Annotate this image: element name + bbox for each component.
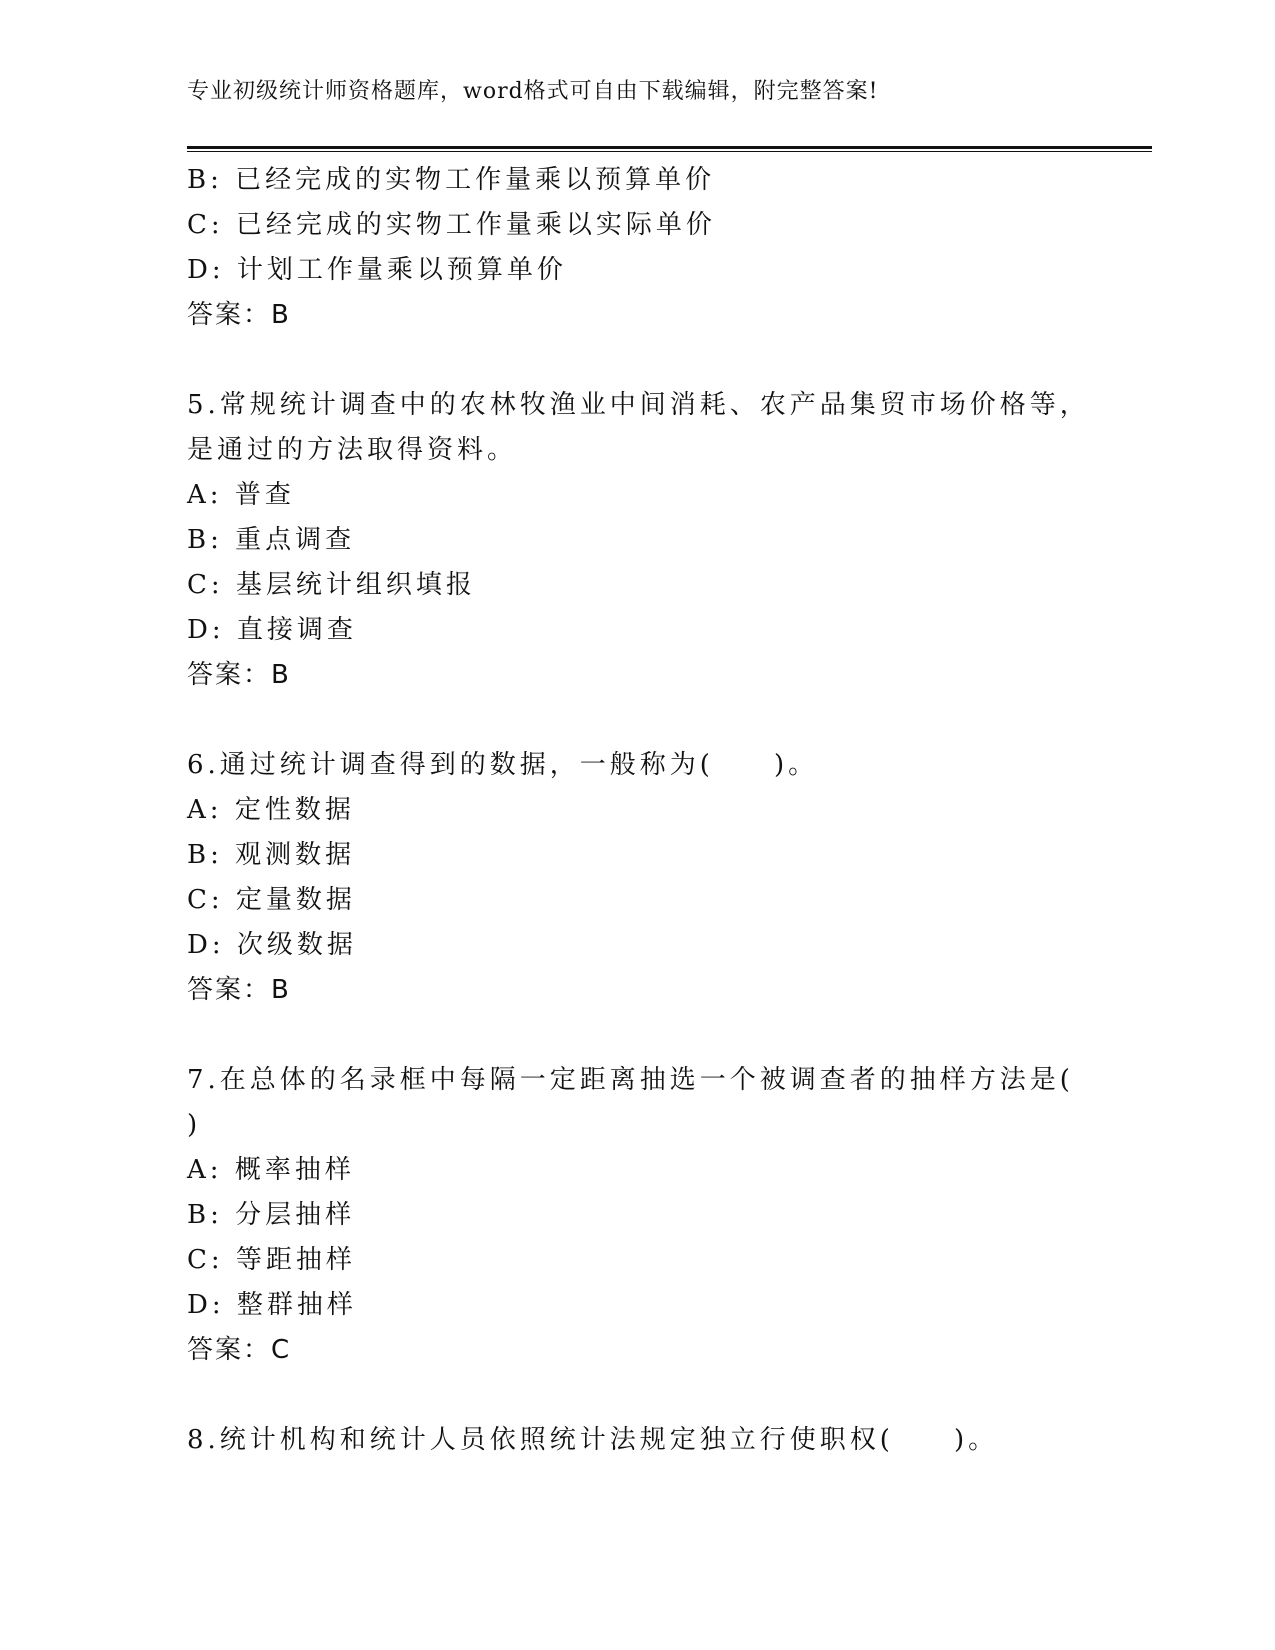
question-stem: 5.常规统计调查中的农林牧渔业中间消耗、农产品集贸市场价格等， <box>187 390 1090 420</box>
option-text: 整群抽样 <box>236 1290 357 1320</box>
question-7 <box>187 1058 1087 1373</box>
carryover-options <box>187 158 1087 338</box>
question-stem-continued: 是通过的方法取得资料。 <box>187 435 518 465</box>
option-a <box>187 473 1087 518</box>
option-text: 普查 <box>234 480 295 510</box>
option-label: A: <box>187 795 223 825</box>
option-d <box>187 923 1087 968</box>
question-8 <box>187 1418 1087 1463</box>
header-divider-thick <box>187 146 1152 149</box>
answer-line: 答案：B <box>187 300 291 330</box>
answer-line: 答案：C <box>187 1335 292 1365</box>
question-stem: 6.通过统计调查得到的数据，一般称为( )。 <box>187 750 819 780</box>
question-content <box>187 158 1090 1463</box>
option-c <box>187 203 1087 248</box>
option-text: 定量数据 <box>235 885 356 915</box>
option-text: 已经完成的实物工作量乘以实际单价 <box>235 210 716 240</box>
option-b <box>187 833 1087 878</box>
page-header: 专业初级统计师资格题库，word格式可自由下载编辑，附完整答案! <box>187 79 879 104</box>
option-label: C: <box>187 210 224 240</box>
option-label: B: <box>187 165 223 195</box>
option-label: A: <box>187 480 223 510</box>
header-divider-thin <box>187 151 1152 152</box>
answer-line: 答案：B <box>187 660 291 690</box>
option-text: 观测数据 <box>235 840 356 870</box>
option-label: D: <box>187 255 225 285</box>
option-label: D: <box>187 615 225 645</box>
question-stem: 8.统计机构和统计人员依照统计法规定独立行使职权( )。 <box>187 1425 999 1455</box>
option-label: C: <box>187 1245 224 1275</box>
option-text: 基层统计组织填报 <box>235 570 476 600</box>
option-label: B: <box>187 840 223 870</box>
option-b <box>187 158 1087 203</box>
question-stem-continued: ) <box>187 1110 202 1140</box>
option-c <box>187 878 1087 923</box>
option-label: C: <box>187 570 224 600</box>
option-d <box>187 1283 1087 1328</box>
option-a <box>187 1148 1087 1193</box>
question-stem: 7.在总体的名录框中每隔一定距离抽选一个被调查者的抽样方法是( <box>187 1065 1074 1095</box>
header-divider <box>187 146 1152 152</box>
option-label: A: <box>187 1155 223 1185</box>
option-text: 次级数据 <box>236 930 357 960</box>
option-text: 定性数据 <box>234 795 355 825</box>
option-text: 概率抽样 <box>234 1155 355 1185</box>
option-label: D: <box>187 1290 225 1320</box>
question-5 <box>187 383 1090 698</box>
option-text: 计划工作量乘以预算单价 <box>236 255 567 285</box>
option-text: 直接调查 <box>236 615 357 645</box>
option-text: 分层抽样 <box>235 1200 356 1230</box>
question-6 <box>187 743 1087 1013</box>
option-c <box>187 1238 1087 1283</box>
option-c <box>187 563 1087 608</box>
option-d <box>187 248 1087 293</box>
option-label: D: <box>187 930 225 960</box>
option-label: B: <box>187 1200 223 1230</box>
answer-line: 答案：B <box>187 975 291 1005</box>
option-text: 已经完成的实物工作量乘以预算单价 <box>235 165 716 195</box>
option-label: B: <box>187 525 223 555</box>
option-text: 重点调查 <box>235 525 356 555</box>
option-a <box>187 788 1087 833</box>
option-b <box>187 1193 1087 1238</box>
option-d <box>187 608 1087 653</box>
option-label: C: <box>187 885 224 915</box>
option-b <box>187 518 1087 563</box>
option-text: 等距抽样 <box>235 1245 356 1275</box>
